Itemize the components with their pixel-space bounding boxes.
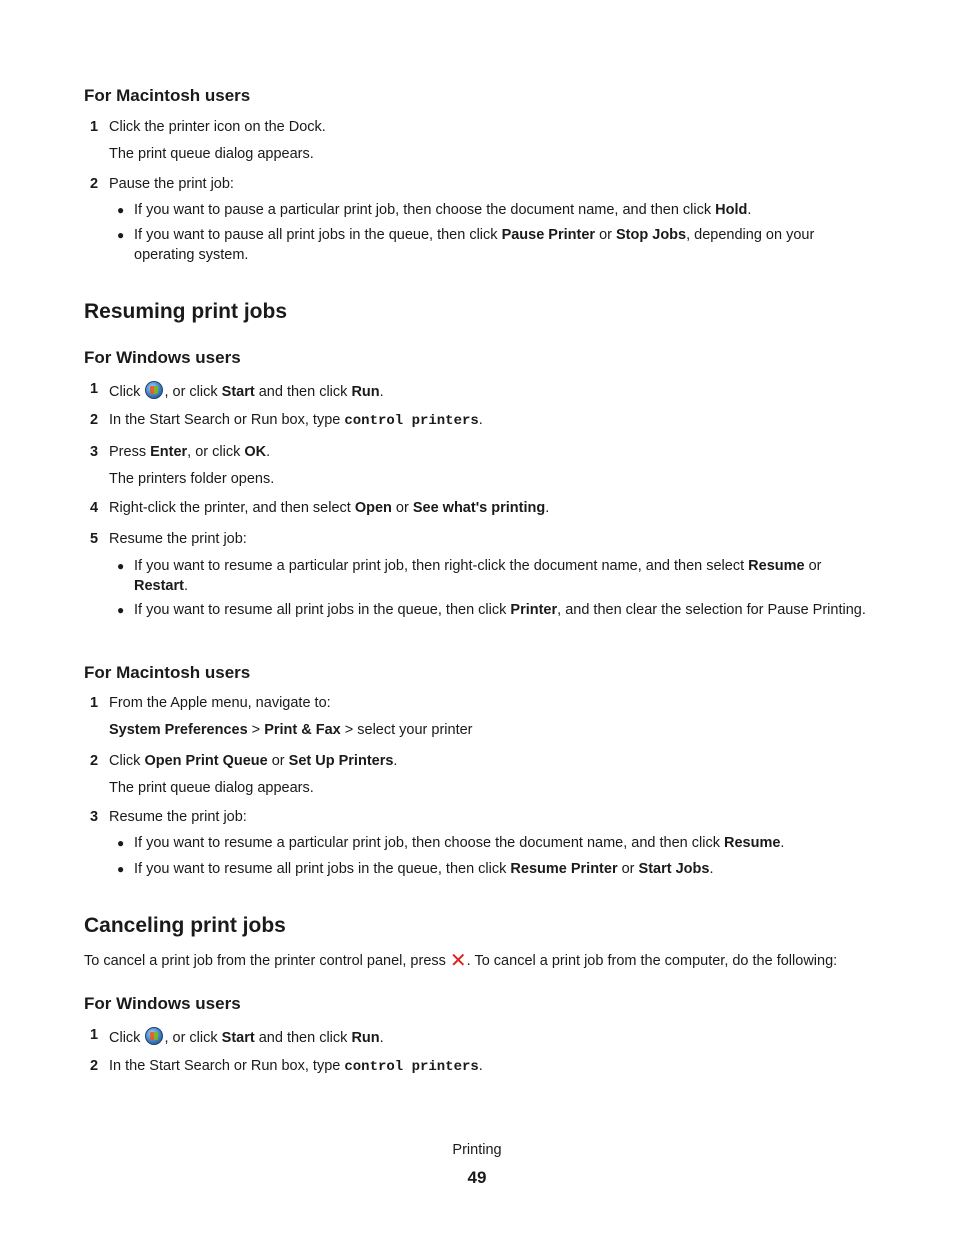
step-text: From the Apple menu, navigate to: (109, 695, 331, 711)
step-number: 1 (90, 381, 99, 397)
bullet-icon: ● (117, 862, 125, 876)
step-number: 4 (90, 500, 99, 516)
windows-start-orb-icon (145, 381, 163, 399)
section-heading-windows: For Windows users (84, 994, 241, 1013)
step-note: The print queue dialog appears. (109, 146, 314, 162)
code-text: control printers (344, 1059, 479, 1075)
red-x-cancel-icon: ✕ (449, 950, 467, 972)
step-number: 2 (90, 176, 99, 192)
section-heading-mac: For Macintosh users (84, 663, 251, 682)
bullet-text: If you want to resume a particular print job, then right-click the document name, and then select Resume or Restart. (134, 558, 822, 594)
menu-path: System Preferences > Print & Fax > select your printer (109, 722, 473, 738)
bullet-icon: ● (117, 836, 125, 850)
section-title-resuming: Resuming print jobs (84, 300, 288, 323)
step-note: The print queue dialog appears. (109, 780, 314, 796)
bullet-icon: ● (117, 603, 125, 617)
code-text: control printers (344, 413, 479, 429)
step-text: In the Start Search or Run box, type control printers. (109, 412, 483, 429)
bullet-icon: ● (117, 203, 125, 217)
footer-section-name: Printing (452, 1142, 502, 1158)
step-text: Click , or click Start and then click Run. (109, 381, 384, 400)
step-text: Click the printer icon on the Dock. (109, 119, 326, 135)
bullet-icon: ● (117, 228, 125, 242)
step-text: Resume the print job: (109, 809, 247, 825)
step-number: 3 (90, 809, 99, 825)
step-text: In the Start Search or Run box, type control printers. (109, 1058, 483, 1075)
cancel-intro: To cancel a print job from the printer control panel, press ✕. To cancel a print job from the computer, do the following: (84, 950, 838, 972)
step-text: Pause the print job: (109, 176, 234, 192)
step-number: 2 (90, 1058, 99, 1074)
step-number: 5 (90, 531, 99, 547)
section-heading-mac-pause: For Macintosh users (84, 86, 251, 105)
step-text: Press Enter, or click OK. (109, 444, 271, 460)
step-text: Right-click the printer, and then select Open or See what's printing. (109, 500, 550, 516)
page-number: 49 (467, 1168, 487, 1187)
bullet-icon: ● (117, 559, 125, 573)
step-text: Click , or click Start and then click Run. (109, 1027, 384, 1046)
section-title-canceling: Canceling print jobs (84, 914, 286, 937)
windows-start-orb-icon (145, 1027, 163, 1045)
step-text: Resume the print job: (109, 531, 247, 547)
step-number: 1 (90, 119, 99, 135)
step-note: The printers folder opens. (109, 471, 275, 487)
step-number: 2 (90, 753, 99, 769)
bullet-text: If you want to resume all print jobs in the queue, then click Printer, and then clear the selection for Pause Printing. (134, 602, 866, 618)
step-number: 1 (90, 1027, 99, 1043)
step-number: 3 (90, 444, 99, 460)
bullet-text: If you want to resume all print jobs in the queue, then click Resume Printer or Start Jobs. (134, 861, 714, 877)
bullet-text: If you want to pause all print jobs in the queue, then click Pause Printer or Stop Jobs, depending on your operating system. (134, 227, 815, 263)
bullet-text: If you want to pause a particular print job, then choose the document name, and then click Hold. (134, 202, 752, 218)
bullet-text: If you want to resume a particular print job, then choose the document name, and then click Resume. (134, 835, 785, 851)
section-heading-windows: For Windows users (84, 348, 241, 367)
step-text: Click Open Print Queue or Set Up Printers. (109, 753, 398, 769)
step-number: 1 (90, 695, 99, 711)
step-number: 2 (90, 412, 99, 428)
